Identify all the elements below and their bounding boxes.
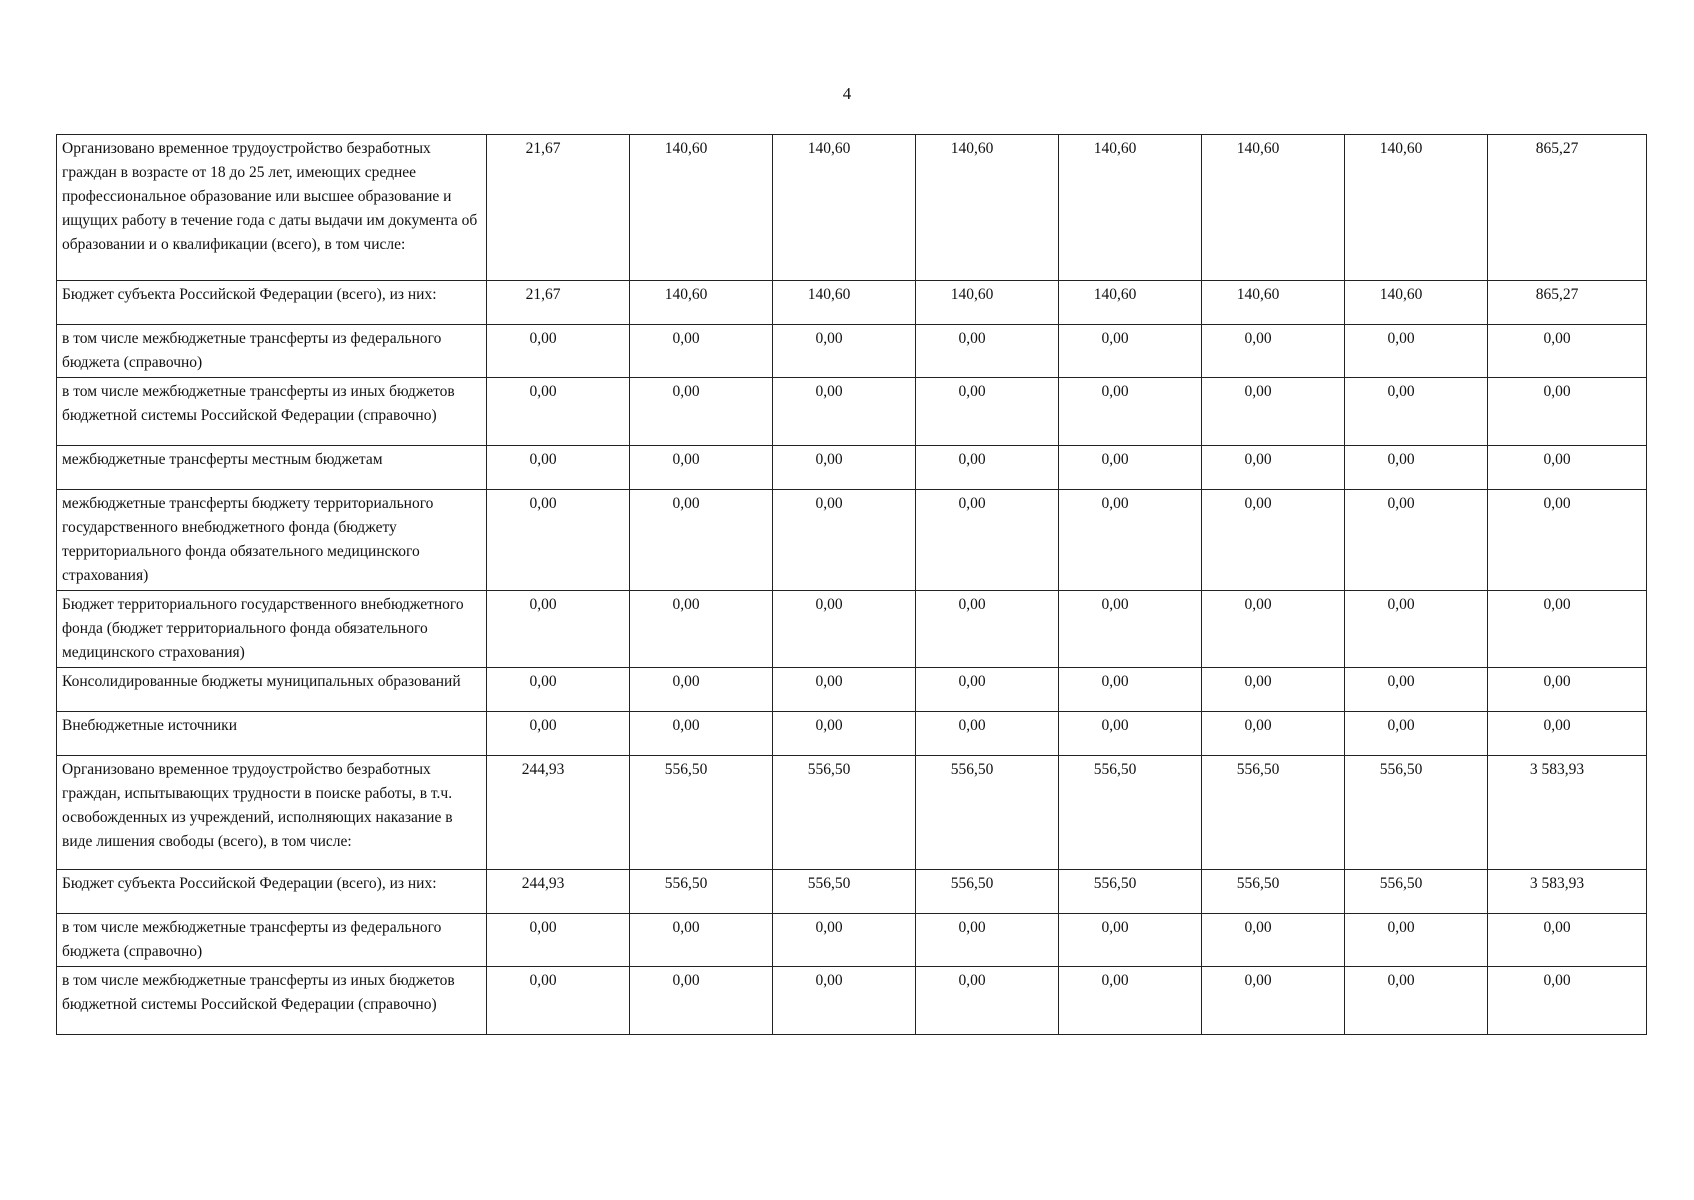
- row-label: Внебюджетные источники: [57, 712, 487, 756]
- row-value-cell: 0,00: [487, 591, 630, 668]
- row-value-cell: 0,00: [1345, 914, 1488, 967]
- row-label: в том числе межбюджетные трансферты из федерального бюджета (справочно): [57, 325, 487, 378]
- row-label: Бюджет территориального государственного внебюджетного фонда (бюджет территориального фонда обязательного медицинского страхования): [57, 591, 487, 668]
- row-value-cell: 0,00: [630, 712, 773, 756]
- row-value-cell: 0,00: [916, 591, 1059, 668]
- row-total-cell: 0,00: [1488, 914, 1647, 967]
- row-value-cell: 0,00: [773, 668, 916, 712]
- row-total-cell: 0,00: [1488, 712, 1647, 756]
- row-label: в том числе межбюджетные трансферты из иных бюджетов бюджетной системы Российской Федерации (справочно): [57, 378, 487, 446]
- row-total-cell: 0,00: [1488, 446, 1647, 490]
- row-value-cell: 0,00: [916, 668, 1059, 712]
- table-row: [57, 281, 1647, 325]
- table-row: [57, 870, 1647, 914]
- row-total-cell: 865,27: [1488, 281, 1647, 325]
- row-value-cell: 556,50: [1202, 870, 1345, 914]
- row-label: межбюджетные трансферты местным бюджетам: [57, 446, 487, 490]
- row-value-cell: 0,00: [1059, 325, 1202, 378]
- row-total-cell: 0,00: [1488, 490, 1647, 591]
- row-value-cell: 0,00: [916, 967, 1059, 1035]
- row-value-cell: 0,00: [630, 914, 773, 967]
- table-row: [57, 490, 1647, 591]
- row-value-cell: 0,00: [1345, 490, 1488, 591]
- row-value-cell: 0,00: [773, 325, 916, 378]
- row-value-cell: 140,60: [916, 281, 1059, 325]
- row-value-cell: 0,00: [773, 591, 916, 668]
- row-value-cell: 0,00: [1202, 668, 1345, 712]
- row-label: Бюджет субъекта Российской Федерации (всего), из них:: [57, 281, 487, 325]
- table-row: [57, 325, 1647, 378]
- row-value-cell: 21,67: [487, 281, 630, 325]
- row-value-cell: 244,93: [487, 870, 630, 914]
- row-value-cell: 0,00: [1345, 378, 1488, 446]
- row-value-cell: 0,00: [1059, 490, 1202, 591]
- row-value-cell: 140,60: [773, 281, 916, 325]
- row-value-cell: 556,50: [1202, 756, 1345, 870]
- row-value-cell: 0,00: [1059, 712, 1202, 756]
- table-body: [57, 135, 1647, 1035]
- row-value-cell: 0,00: [630, 378, 773, 446]
- row-value-cell: 0,00: [630, 446, 773, 490]
- row-total-cell: 0,00: [1488, 967, 1647, 1035]
- row-value-cell: 140,60: [916, 135, 1059, 281]
- row-value-cell: 0,00: [1345, 325, 1488, 378]
- row-value-cell: 0,00: [630, 591, 773, 668]
- row-value-cell: 0,00: [487, 712, 630, 756]
- row-label: Организовано временное трудоустройство безработных граждан, испытывающих трудности в поиске работы, в т.ч. освобожденных из учреждений, исполняющих наказание в виде лишения свободы (всего), в том числе:: [57, 756, 487, 870]
- row-value-cell: 556,50: [916, 756, 1059, 870]
- row-value-cell: 0,00: [487, 914, 630, 967]
- row-value-cell: 0,00: [773, 490, 916, 591]
- row-value-cell: 556,50: [1345, 870, 1488, 914]
- row-value-cell: 140,60: [1345, 135, 1488, 281]
- row-value-cell: 556,50: [1059, 870, 1202, 914]
- row-value-cell: 140,60: [773, 135, 916, 281]
- row-value-cell: 556,50: [773, 756, 916, 870]
- table-row: [57, 712, 1647, 756]
- table-row: [57, 591, 1647, 668]
- row-value-cell: 0,00: [916, 914, 1059, 967]
- row-total-cell: 865,27: [1488, 135, 1647, 281]
- row-label: Консолидированные бюджеты муниципальных образований: [57, 668, 487, 712]
- row-value-cell: 140,60: [630, 135, 773, 281]
- row-value-cell: 0,00: [773, 446, 916, 490]
- row-total-cell: 0,00: [1488, 591, 1647, 668]
- table-row: [57, 756, 1647, 870]
- row-value-cell: 0,00: [487, 967, 630, 1035]
- row-value-cell: 0,00: [1059, 668, 1202, 712]
- budget-table: [56, 134, 1647, 1035]
- row-value-cell: 556,50: [630, 870, 773, 914]
- row-value-cell: 556,50: [1059, 756, 1202, 870]
- row-value-cell: 0,00: [1202, 967, 1345, 1035]
- row-value-cell: 0,00: [1202, 914, 1345, 967]
- row-value-cell: 0,00: [1345, 967, 1488, 1035]
- row-value-cell: 0,00: [773, 967, 916, 1035]
- row-label: в том числе межбюджетные трансферты из иных бюджетов бюджетной системы Российской Федерации (справочно): [57, 967, 487, 1035]
- table-row: [57, 668, 1647, 712]
- row-value-cell: 0,00: [1059, 967, 1202, 1035]
- row-value-cell: 0,00: [916, 325, 1059, 378]
- row-value-cell: 0,00: [630, 967, 773, 1035]
- row-value-cell: 0,00: [1059, 591, 1202, 668]
- row-label: межбюджетные трансферты бюджету территориального государственного внебюджетного фонда (бюджету территориального фонда обязательного медицинского страхования): [57, 490, 487, 591]
- row-total-cell: 0,00: [1488, 668, 1647, 712]
- row-value-cell: 0,00: [916, 490, 1059, 591]
- row-value-cell: 0,00: [1345, 668, 1488, 712]
- row-total-cell: 0,00: [1488, 378, 1647, 446]
- row-value-cell: 0,00: [487, 325, 630, 378]
- row-value-cell: 0,00: [1345, 446, 1488, 490]
- row-value-cell: 0,00: [773, 712, 916, 756]
- row-value-cell: 0,00: [1059, 914, 1202, 967]
- row-value-cell: 0,00: [1345, 712, 1488, 756]
- row-value-cell: 0,00: [773, 378, 916, 446]
- row-label: Организовано временное трудоустройство безработных граждан в возрасте от 18 до 25 лет, имеющих среднее профессиональное образование или высшее образование и ищущих работу в течение года с даты выдачи им документа об образовании и о квалификации (всего), в том числе:: [57, 135, 487, 281]
- row-value-cell: 0,00: [916, 446, 1059, 490]
- row-value-cell: 556,50: [630, 756, 773, 870]
- row-value-cell: 0,00: [1059, 378, 1202, 446]
- page-number: 4: [842, 84, 852, 103]
- table-row: [57, 378, 1647, 446]
- table-row: [57, 135, 1647, 281]
- row-value-cell: 0,00: [630, 325, 773, 378]
- table-row: [57, 914, 1647, 967]
- row-value-cell: 0,00: [487, 490, 630, 591]
- row-value-cell: 0,00: [916, 712, 1059, 756]
- row-total-cell: 3 583,93: [1488, 870, 1647, 914]
- row-label: Бюджет субъекта Российской Федерации (всего), из них:: [57, 870, 487, 914]
- row-value-cell: 556,50: [773, 870, 916, 914]
- row-value-cell: 0,00: [1202, 712, 1345, 756]
- row-value-cell: 21,67: [487, 135, 630, 281]
- row-value-cell: 0,00: [1202, 378, 1345, 446]
- row-value-cell: 0,00: [630, 668, 773, 712]
- row-value-cell: 0,00: [916, 378, 1059, 446]
- row-value-cell: 0,00: [1202, 446, 1345, 490]
- row-value-cell: 140,60: [630, 281, 773, 325]
- row-value-cell: 0,00: [1202, 591, 1345, 668]
- row-value-cell: 556,50: [1345, 756, 1488, 870]
- row-value-cell: 140,60: [1059, 281, 1202, 325]
- table-row: [57, 446, 1647, 490]
- row-value-cell: 0,00: [487, 668, 630, 712]
- row-value-cell: 140,60: [1059, 135, 1202, 281]
- row-value-cell: 0,00: [487, 378, 630, 446]
- row-value-cell: 0,00: [1202, 325, 1345, 378]
- row-value-cell: 0,00: [773, 914, 916, 967]
- row-value-cell: 0,00: [1345, 591, 1488, 668]
- row-total-cell: 3 583,93: [1488, 756, 1647, 870]
- row-value-cell: 556,50: [916, 870, 1059, 914]
- row-value-cell: 244,93: [487, 756, 630, 870]
- row-label: в том числе межбюджетные трансферты из федерального бюджета (справочно): [57, 914, 487, 967]
- row-value-cell: 0,00: [1059, 446, 1202, 490]
- table-row: [57, 967, 1647, 1035]
- row-value-cell: 140,60: [1345, 281, 1488, 325]
- row-total-cell: 0,00: [1488, 325, 1647, 378]
- row-value-cell: 140,60: [1202, 281, 1345, 325]
- row-value-cell: 0,00: [487, 446, 630, 490]
- row-value-cell: 140,60: [1202, 135, 1345, 281]
- row-value-cell: 0,00: [630, 490, 773, 591]
- row-value-cell: 0,00: [1202, 490, 1345, 591]
